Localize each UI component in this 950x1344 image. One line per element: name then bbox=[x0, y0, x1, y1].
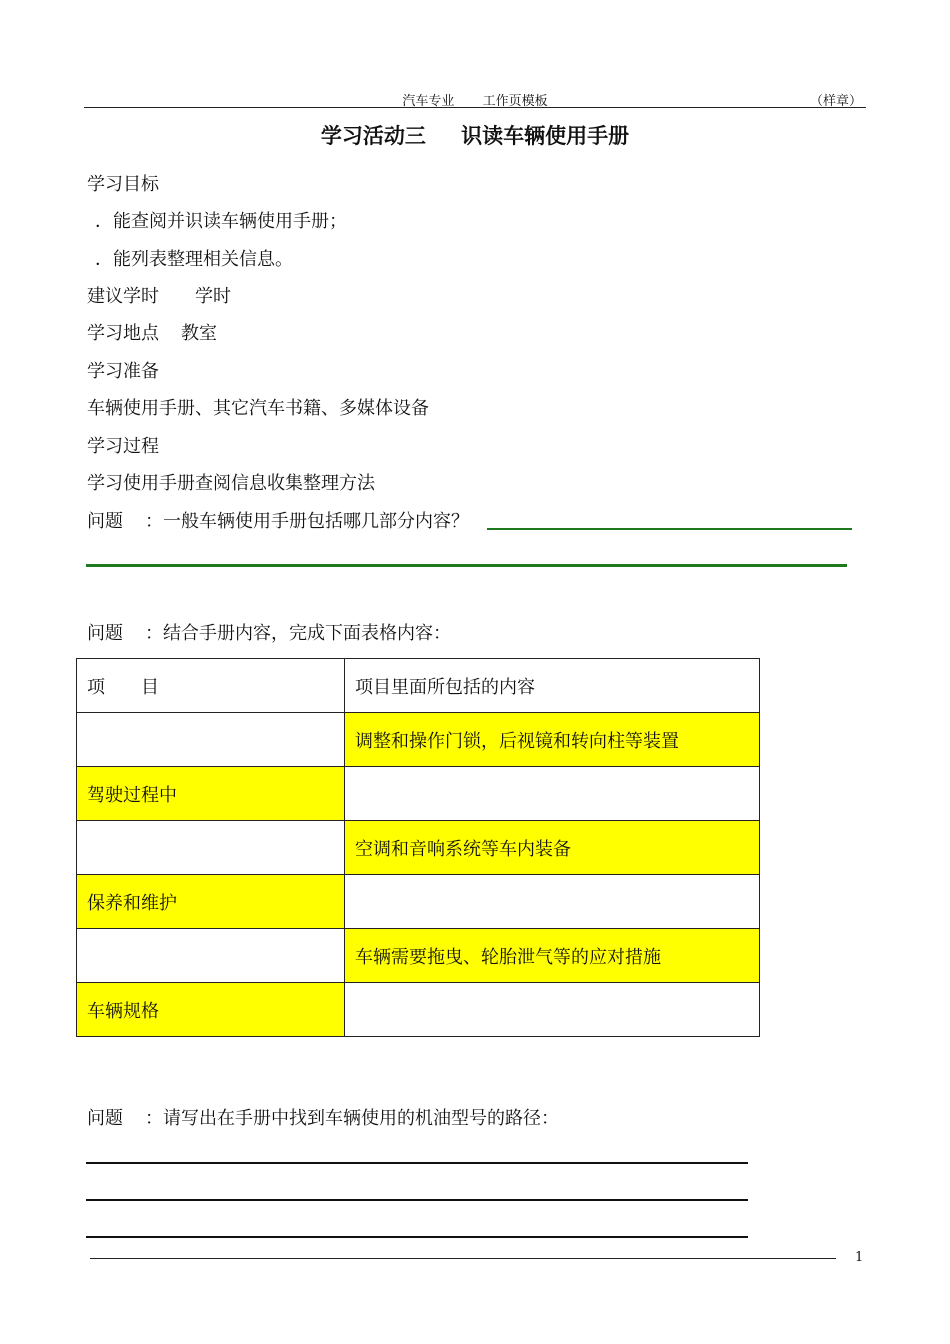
table-row bbox=[77, 713, 760, 767]
hours-row bbox=[87, 282, 231, 308]
header-template: 工作页模板 bbox=[482, 94, 548, 109]
table-header-item: 项 目 bbox=[77, 659, 345, 713]
question-1 bbox=[87, 507, 469, 533]
question-3 bbox=[87, 1104, 559, 1130]
answer-line-1b[interactable] bbox=[86, 564, 847, 567]
table-cell-content: 车辆需要拖曳、轮胎泄气等的应对措施 bbox=[345, 929, 760, 983]
table-cell-content[interactable] bbox=[345, 983, 760, 1037]
header-sample-tag: （样章） bbox=[809, 94, 862, 109]
goal-item-2: ．能列表整理相关信息。 bbox=[95, 249, 293, 270]
location-label: 学习地点 bbox=[87, 323, 159, 344]
prep-content: 车辆使用手册、其它汽车书籍、多媒体设备 bbox=[87, 398, 429, 419]
question-2 bbox=[87, 619, 451, 645]
hours-value: 学时 bbox=[195, 286, 231, 307]
table-cell-content: 调整和操作门锁，后视镜和转向柱等装置 bbox=[345, 713, 760, 767]
hours-label: 建议学时 bbox=[87, 286, 159, 307]
table-cell-item[interactable] bbox=[77, 713, 345, 767]
title-activity: 学习活动三 bbox=[320, 124, 426, 148]
table-row bbox=[77, 875, 760, 929]
table-header-content: 项目里面所包括的内容 bbox=[345, 659, 760, 713]
table-row bbox=[77, 767, 760, 821]
answer-line-3b[interactable] bbox=[86, 1199, 748, 1201]
process-heading: 学习过程 bbox=[87, 436, 159, 457]
question-1-label: 问题 bbox=[87, 511, 123, 532]
table-cell-item[interactable] bbox=[77, 929, 345, 983]
table-cell-item: 保养和维护 bbox=[77, 875, 345, 929]
table-row bbox=[77, 929, 760, 983]
table-cell-item[interactable] bbox=[77, 821, 345, 875]
question-2-text: ：结合手册内容，完成下面表格内容： bbox=[145, 623, 451, 644]
header-divider bbox=[84, 107, 866, 108]
table-row bbox=[77, 983, 760, 1037]
question-3-text: ：请写出在手册中找到车辆使用的机油型号的路径： bbox=[145, 1108, 559, 1129]
manual-contents-table bbox=[76, 658, 760, 1037]
prep-heading: 学习准备 bbox=[87, 361, 159, 382]
table-cell-content: 空调和音响系统等车内装备 bbox=[345, 821, 760, 875]
page-title bbox=[0, 120, 950, 150]
table-cell-item: 驾驶过程中 bbox=[77, 767, 345, 821]
table-cell-item: 车辆规格 bbox=[77, 983, 345, 1037]
header-subject: 汽车专业 bbox=[402, 94, 455, 109]
answer-line-3c[interactable] bbox=[86, 1236, 748, 1238]
location-row bbox=[87, 319, 217, 345]
answer-line-3a[interactable] bbox=[86, 1162, 748, 1164]
question-3-label: 问题 bbox=[87, 1108, 123, 1129]
table-cell-content[interactable] bbox=[345, 875, 760, 929]
location-value: 教室 bbox=[181, 323, 217, 344]
table-cell-content[interactable] bbox=[345, 767, 760, 821]
table-header-row bbox=[77, 659, 760, 713]
goal-item-1: ．能查阅并识读车辆使用手册； bbox=[95, 211, 347, 232]
question-2-label: 问题 bbox=[87, 623, 123, 644]
answer-line-1a[interactable] bbox=[487, 528, 852, 530]
page-number: 1 bbox=[855, 1250, 864, 1265]
process-subheading: 学习使用手册查阅信息收集整理方法 bbox=[87, 473, 375, 494]
title-topic: 识读车辆使用手册 bbox=[461, 124, 630, 148]
question-1-text: ：一般车辆使用手册包括哪几部分内容？ bbox=[145, 511, 469, 532]
footer-divider bbox=[90, 1258, 836, 1259]
table-row bbox=[77, 821, 760, 875]
goals-heading: 学习目标 bbox=[87, 174, 159, 195]
